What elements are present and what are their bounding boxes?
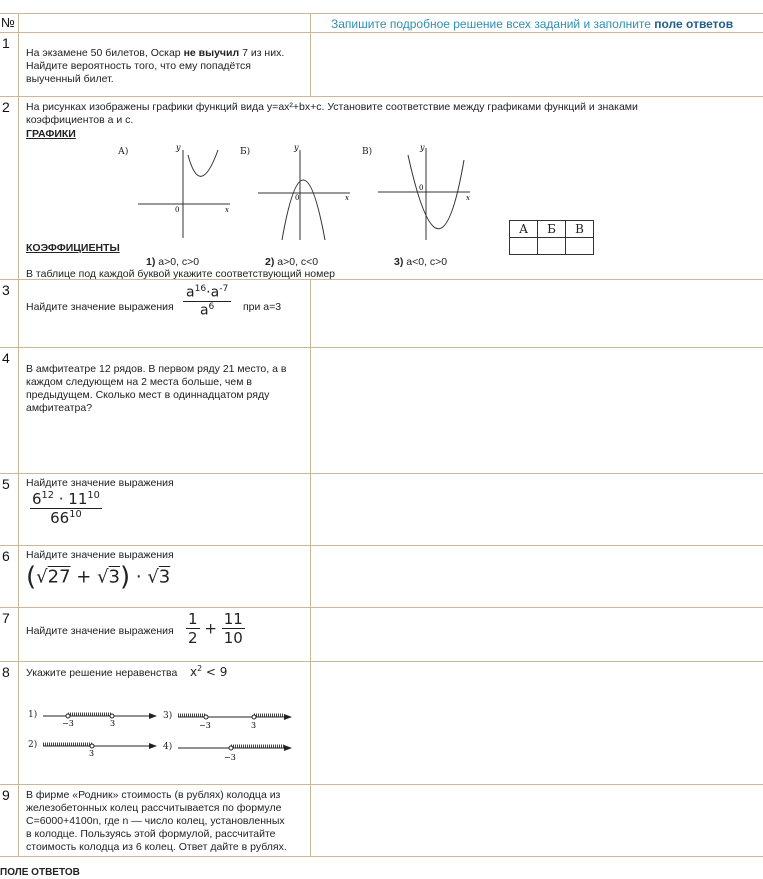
svg-text:3: 3 [110, 719, 116, 728]
svg-text:−3: −3 [199, 721, 211, 730]
graph-v-label: В) [362, 147, 373, 157]
task-number: 3 [2, 282, 10, 298]
answer-grid-cell[interactable] [566, 238, 594, 255]
coef-2: 2) a>0, c<0 [265, 256, 319, 268]
task-number: 8 [2, 664, 10, 680]
answer-grid-header: А [510, 221, 538, 238]
option-3-label: 3) [163, 711, 173, 721]
svg-text:−3: −3 [62, 719, 74, 728]
task-1-line3: выученный билет. [26, 73, 114, 85]
svg-text:3: 3 [251, 721, 257, 730]
task-6-text: Найдите значение выражения [26, 549, 174, 561]
graph-b-zero: 0 [295, 194, 300, 202]
task-2-footer: В таблице под каждой буквой укажите соответствующий номер [26, 268, 335, 280]
option-2-label: 2) [28, 740, 38, 750]
number-lines [0, 700, 320, 790]
header-instruction-bold: поле ответов [654, 17, 734, 31]
task-2-coef-title: КОЭФФИЦИЕНТЫ [26, 242, 120, 254]
task-4-text: В амфитеатре 12 рядов. В первом ряду 21 место, а в каждом следующем на 2 места больше, чем в предыдущем. Сколько мест в одиннадцатом ряду амфитеатра? [26, 363, 287, 414]
row-divider [0, 661, 763, 662]
svg-text:−3: −3 [224, 753, 236, 762]
row-divider [0, 473, 763, 474]
header-number-label: № [1, 15, 15, 30]
task-1-line2: Найдите вероятность того, что ему попадётся [26, 60, 251, 72]
task-9-text: В фирме «Родник» стоимость (в рублях) колодца из железобетонных колец рассчитывается по формуле C=6000+4100n, где n — число колец, установленных в колодце. Пользуясь этой формулой, рассчитайте стоимость колодца из 6 колец. Ответ дайте в рублях. [26, 789, 287, 853]
graph-b-y: y [294, 143, 299, 152]
graph-a-zero: 0 [175, 206, 180, 214]
task-2-line1: На рисунках изображены графики функций вида y=ax²+bx+c. Установите соответствие между графиками функций и знаками [26, 101, 638, 113]
task-2-graphs-title: ГРАФИКИ [26, 128, 76, 140]
task-number: 7 [2, 610, 10, 626]
header-instruction-text: Запишите подробное решение всех заданий и заполните [331, 17, 655, 31]
row-divider [0, 607, 763, 608]
parabola-graphs [0, 0, 763, 280]
graph-v [378, 148, 470, 240]
coef-1: 1) a>0, c>0 [146, 256, 200, 268]
graph-a-x: x [225, 206, 229, 214]
option-4-label: 4) [163, 742, 173, 752]
task-3-expression: $\frac{a^{16}\cdot a^{-7}}{a^6}$ [183, 284, 231, 318]
answer-grid-cell[interactable] [510, 238, 538, 255]
option-1-label: 1) [28, 710, 38, 720]
answer-grid-header: В [566, 221, 594, 238]
task-6-expression: (√27 + √3) · √3 [26, 562, 171, 592]
answer-grid-cell[interactable] [538, 238, 566, 255]
task-number: 5 [2, 476, 10, 492]
task-7-expression: $\frac{1}{2}$ + $\frac{11}{10}$ [188, 610, 243, 647]
task-7-text: Найдите значение выражения [26, 625, 174, 637]
graph-b-label: Б) [240, 147, 251, 157]
task-5-text: Найдите значение выражения [26, 477, 174, 489]
row-divider [0, 347, 763, 348]
task-3-tail: при a=3 [243, 301, 282, 313]
row-divider [0, 545, 763, 546]
task-2-line2: коэффициентов a и c. [26, 114, 134, 126]
graph-v-y: y [420, 143, 425, 152]
task-3-text: Найдите значение выражения [26, 301, 174, 313]
task-1-line1-post: 7 из них. [239, 47, 285, 59]
answer-grid [509, 220, 594, 255]
task-number: 9 [2, 787, 10, 803]
task-8-text: Укажите решение неравенства [26, 667, 178, 679]
graph-b [258, 150, 350, 240]
graph-b-x: x [345, 194, 349, 202]
task-1-line1-bold: не выучил [183, 47, 240, 59]
task-5-expression: $\frac{6^{12} \cdot 11^{10}}{66^{10}}$ [32, 490, 100, 527]
graph-v-x: x [466, 194, 470, 202]
row-divider [0, 856, 763, 857]
task-number: 1 [2, 35, 10, 51]
graph-v-zero: 0 [419, 184, 424, 192]
task-number: 2 [2, 99, 10, 115]
task-number: 6 [2, 548, 10, 564]
graph-a-label: А) [118, 147, 129, 157]
answer-field-title: ПОЛЕ ОТВЕТОВ [0, 867, 80, 878]
graph-a [138, 150, 230, 238]
task-1-line1-pre: На экзамене 50 билетов, Оскар [26, 47, 184, 59]
task-number: 4 [2, 350, 10, 366]
answer-grid-header: Б [538, 221, 566, 238]
coef-3: 3) a<0, c>0 [394, 256, 448, 268]
task-8-expression: $x^2 < 9$ [190, 664, 228, 679]
svg-text:3: 3 [89, 749, 95, 758]
graph-a-y: y [176, 143, 181, 152]
